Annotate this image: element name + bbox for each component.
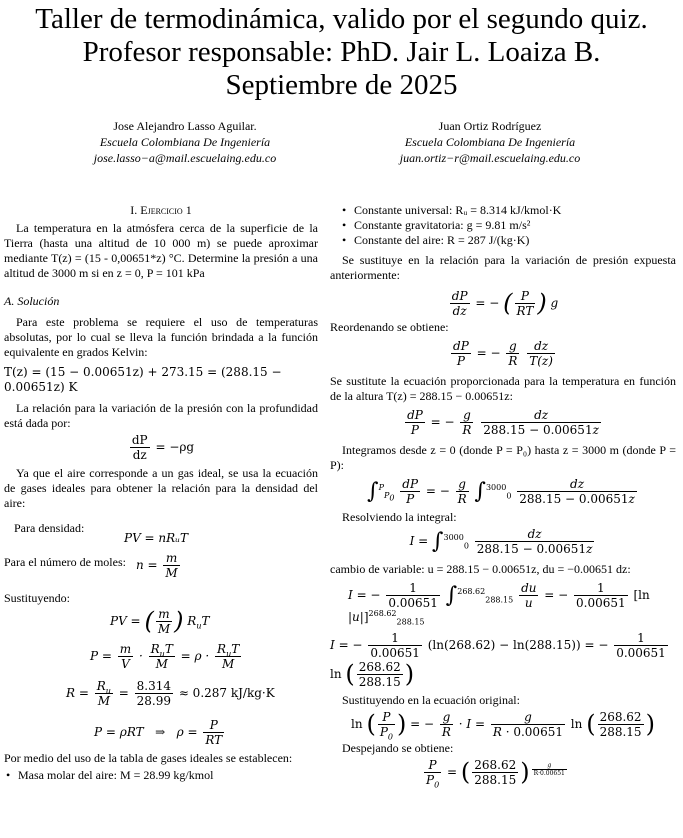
eq-definite-integral: ∫$^P_{P_0}$ $\frac{dP}{P}$ = − $\frac{g}{R}$ ∫$^{3000}_0$ $\frac{dz}{288.15 - 0.00651z}$ <box>367 477 635 506</box>
author-1 <box>60 118 310 166</box>
paper-title-line-3: Septiembre de 2025 <box>225 69 458 101</box>
author-2 <box>340 118 640 166</box>
coef-1: 0.00651 <box>388 596 438 610</box>
eq-integral-i: I = ∫$^{3000}_0$ $\frac{dz}{288.15 - 0.00651z}$ <box>409 527 593 556</box>
eq-u-substitution: I = − $\frac{1}{0.00651}$ ∫$^{268.62}_{288.15}$ $\frac{du}{u}$ = − $\frac{1}{0.00651}$ [ln |u|]$^{268.62}_{288.15}$ <box>348 581 650 627</box>
label-density: Para densidad: <box>14 521 85 535</box>
right-column <box>330 203 676 790</box>
r-numerator: 8.314 <box>136 679 171 693</box>
eq-p-rho: P = $\frac{m}{V}$ · $\frac{R_uT}{M}$ = ρ · $\frac{R_uT}{M}$ <box>90 642 240 671</box>
table-text: Por medio del uso de la tabla de gases ideales se establecen: <box>4 751 293 765</box>
ideal-gas-text: Ya que el aire corresponde a un gas ideal, se usa la ecuación de gases ideales para obtener la relación para la densidad del aire: <box>4 466 318 510</box>
section-title: Ejercicio 1 <box>140 203 192 217</box>
author-2-email: juan.ortiz−r@mail.escuelaing.edu.co <box>399 151 581 165</box>
label-reorder: Reordenando se obtiene: <box>330 320 449 334</box>
r-result: ≈ 0.287 kJ/kg·K <box>178 686 275 700</box>
eq-r-value: R = $\frac{R_u}{M}$ = $\frac{8.314}{28.99}$ ≈ 0.287 kJ/kg·K <box>66 679 275 708</box>
bullet-air-constant: • Constante del aire: R = 287 J/(kg·K) <box>340 233 676 248</box>
substitute-text: Se sustituye en la relación para la variación de presión expuesta anteriormente: <box>330 253 676 282</box>
author-2-affiliation: Escuela Colombiana De Ingeniería <box>404 135 576 149</box>
eq-rho: P = ρRT ⇒ ρ = $\frac{P}{RT}$ <box>94 718 223 747</box>
solution-intro: Para este problema se requiere el uso de temperaturas absolutas, por lo cual se lleva la función brindada a la función equivalente en grados Kelvin: <box>4 315 318 359</box>
bullet-molar-mass: • Masa molar del aire: M = 28.99 kg/kmol <box>4 768 318 783</box>
integration-bounds-text: Integramos desde z = 0 (donde P = P₀) hasta z = 3000 m (donde P = P): <box>330 443 676 472</box>
section-heading <box>4 203 318 218</box>
paper-title-line-2: Profesor responsable: PhD. Jair L. Loaiza B. <box>82 36 601 68</box>
label-substituting: Sustituyendo: <box>4 591 71 605</box>
left-column <box>4 203 318 783</box>
eq-ln-ratio: ln ( $\frac{P}{P_0}$ ) = − $\frac{g}{R}$ · I = $\frac{g}{R \cdot 0.00651}$ ln ( $\frac{268.62}{288.15}$ ) <box>351 710 655 742</box>
bullet-gravity: • Constante gravitatoria: g = 9.81 m/s² <box>340 218 676 233</box>
eq-log-result: I = − $\frac{1}{0.00651}$ (ln(268.62) − ln(288.15)) = − $\frac{1}{0.00651}$ ln ( $\frac{268.62}{288.15}$ ) <box>330 631 666 689</box>
eq-with-temperature: $\frac{dP}{P}$ = − $\frac{g}{R}$ $\frac{dz}{288.15 - 0.00651z}$ <box>407 408 599 437</box>
u-upper: 268.62 <box>457 587 486 596</box>
eq-kelvin: T(z) = (15 − 0.00651z) + 273.15 = (288.15 − 0.00651z) K <box>4 365 282 394</box>
bullet-universal-constant: • Constante universal: Rᵤ = 8.314 kJ/kmol·K <box>340 203 676 218</box>
pressure-relation-text: La relación para la variación de la presión con la profundidad está dada por: <box>4 401 318 430</box>
change-variable-text: cambio de variable: u = 288.15 − 0.00651z, du = −0.00651 dz: <box>330 562 631 576</box>
upper-limit-2: 3000 <box>443 533 464 542</box>
section-number: I. <box>130 203 138 217</box>
eq-final-ratio: $\frac{P}{P_0}$ = ( $\frac{268.62}{288.15}$ ) $^{\frac{g}{R\cdot 0.00651}}$ <box>426 758 565 790</box>
author-1-name: Jose Alejandro Lasso Aguilar. <box>113 119 257 133</box>
r-denominator: 28.99 <box>136 694 171 708</box>
u-lower: 288.15 <box>485 595 514 605</box>
problem-statement: La temperatura en la atmósfera cerca de la superficie de la Tierra (hasta una altitud de 10 000 m) se puede aproximar mediante T(z) = (15 - 0,00651*z) °C. Determine la presión a una altitud de 3000 m si en z = 0, P = 101 kPa <box>4 221 318 280</box>
paper-title-line-1: Taller de termodinámica, valido por el segundo quiz. <box>35 3 648 35</box>
label-substitute-original: Sustituyendo en la ecuación original: <box>342 693 520 707</box>
eq-reordered: $\frac{dP}{P}$ = − $\frac{g}{R}$ $\frac{dz}{T(z)}$ <box>453 339 553 368</box>
label-moles: Para el número de moles: <box>4 555 126 569</box>
label-solve-integral: Resolviendo la integral: <box>342 510 457 524</box>
eq-pv: PV = nRᵤT <box>124 531 188 545</box>
temperature-subst-text: Se sustitute la ecuación proporcionada para la temperatura en función de la altura T(z) = 288.15 − 0.00651z: <box>330 374 676 403</box>
subsection-title: A. Solución <box>4 294 60 308</box>
eq-dpdz-subst: $\frac{dP}{dz}$ = − ( $\frac{P}{RT}$ ) g <box>451 289 559 318</box>
eq-moles: n = $\frac{m}{M}$ <box>136 551 178 580</box>
author-1-email: jose.lasso−a@mail.escuelaing.edu.co <box>93 151 277 165</box>
eq-pv-subst: PV = ( $\frac{m}{M}$ ) $R_uT$ <box>110 607 210 636</box>
upper-limit: 3000 <box>485 483 507 492</box>
eq-dpdz: $\frac{dP}{dz}$ = −ρg <box>131 433 195 462</box>
author-1-affiliation: Escuela Colombiana De Ingeniería <box>99 135 271 149</box>
author-2-name: Juan Ortiz Rodríguez <box>438 119 542 133</box>
label-clear: Despejando se obtiene: <box>342 741 454 755</box>
